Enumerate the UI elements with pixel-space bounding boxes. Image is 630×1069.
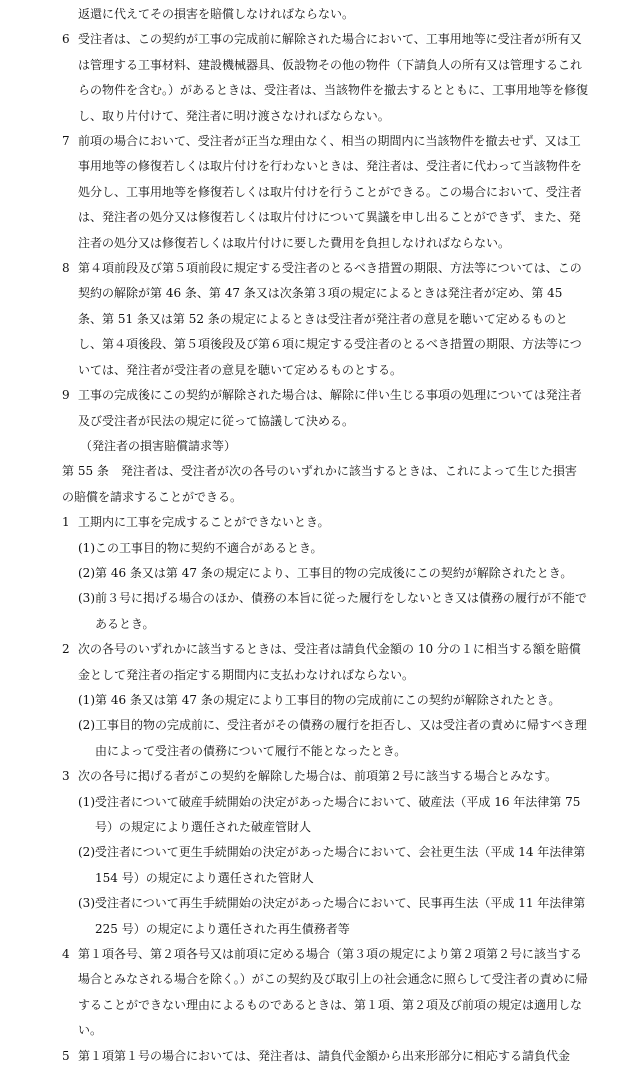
item-number: (3) [78, 896, 95, 911]
paragraph-number: 7 [62, 134, 70, 149]
item-text: 受注者について破産手続開始の決定があった場合において、破産法（平成 16 年法律第 75 号）の規定により選任された破産管財人 [95, 794, 581, 834]
paragraph-number: 8 [62, 261, 70, 276]
continuation-text: 返還に代えてその損害を賠償しなければならない。 [78, 7, 355, 21]
item-number: (2) [78, 565, 95, 580]
paragraph-text: 工事の完成後にこの契約が解除された場合は、解除に伴い生じる事項の処理については発注者及び受注者が民法の規定に従って協議して決める。 [78, 388, 582, 428]
paragraph-number: 9 [62, 388, 70, 403]
paragraph-text: 第４項前段及び第５項前段に規定する受注者のとるべき措置の期限、方法等については、この契約の解除が第 46 条、第 47 条又は次条第３項の規定によるときは発注者が定め、第 45 条、第 51 条又は第 52 条の規定によるときは受注者が発注者の意見を聴いて定めるものとし、第４項後段、第５項後段及び第６項に規定する受注者のとるべき措置の期限、方法等については、発注者が受注者の意見を聴いて定めるものとする。 [78, 261, 582, 377]
paragraph-text: 受注者は、この契約が工事の完成前に解除された場合において、工事用地等に受注者が所有又は管理する工事材料、建設機械器具、仮設物その他の物件（下請負人の所有又は管理するこれらの物件を含む。）があるときは、受注者は、当該物件を撤去するとともに、工事用地等を修復し、取り片付けて、発注者に明け渡さなければならない。 [78, 32, 589, 123]
subsection-number: 2 [62, 642, 70, 657]
item-text: この工事目的物に契約不適合があるとき。 [95, 540, 323, 555]
item-number: (1) [78, 794, 95, 809]
item-text: 第 46 条又は第 47 条の規定により、工事目的物の完成後にこの契約が解除されたとき。 [95, 565, 573, 580]
article-number: 第 55 条 [62, 464, 109, 479]
subsection-1 [0, 510, 630, 535]
subsection-4 [0, 942, 630, 1044]
subsection-text: 第１項第１号の場合においては、発注者は、請負代金額から出来形部分に相応する請負代金 [78, 1048, 571, 1063]
subsection-text: 工期内に工事を完成することができないとき。 [78, 515, 330, 530]
subsection-text: 第１項各号、第２項各号又は前項に定める場合（第３項の規定により第２項第２号に該当する場合とみなされる場合を除く。）がこの契約及び取引上の社会通念に照らして受注者の責めに帰することができない理由によるものであるときは、第１項、第２項及び前項の規定は適用しない。 [78, 947, 588, 1038]
sub3-item-3 [0, 891, 630, 942]
sub2-item-2 [0, 713, 630, 764]
sub1-item-2 [0, 561, 630, 586]
sub3-item-1 [0, 790, 630, 841]
item-number: (1) [78, 692, 95, 707]
subsection-number: 5 [62, 1048, 70, 1063]
subsection-text: 次の各号のいずれかに該当するときは、受注者は請負代金額の 10 分の１に相当する額を賠償金として発注者の指定する期間内に支払わなければならない。 [78, 642, 581, 682]
sub1-item-3 [0, 586, 630, 637]
item-text: 受注者について再生手続開始の決定があった場合において、民事再生法（平成 11 年法律第 225 号）の規定により選任された再生債務者等 [95, 896, 586, 936]
item-number: (2) [78, 718, 95, 733]
paragraph-number: 6 [62, 32, 70, 47]
paragraph-text: 前項の場合において、受注者が正当な理由なく、相当の期間内に当該物件を撤去せず、又は工事用地等の修復若しくは取片付けを行わないときは、発注者は、受注者に代わって当該物件を処分し、工事用地等を修復若しくは取片付けを行うことができる。この場合において、受注者は、発注者の処分又は修復若しくは取片付けについて異議を申し出ることができず、また、発注者の処分又は修復若しくは取片付けに要した費用を負担しなければならない。 [78, 134, 582, 250]
paragraph-8 [0, 256, 630, 383]
paragraph-6 [0, 27, 630, 129]
item-text: 第 46 条又は第 47 条の規定により工事目的物の完成前にこの契約が解除されたとき。 [95, 692, 561, 707]
subsection-number: 4 [62, 947, 70, 962]
item-number: (1) [78, 540, 95, 555]
article-text: 発注者は、受注者が次の各号のいずれかに該当するときは、これによって生じた損害の賠償を請求することができる。 [62, 464, 577, 504]
item-text: 前３号に掲げる場合のほか、債務の本旨に従った履行をしないとき又は債務の履行が不能であるとき。 [95, 591, 588, 631]
subsection-text: 次の各号に掲げる者がこの契約を解除した場合は、前項第２号に該当する場合とみなす。 [78, 769, 558, 784]
article-heading: （発注者の損害賠償請求等） [80, 438, 237, 453]
subsection-5 [0, 1044, 630, 1069]
paragraph-9 [0, 383, 630, 434]
subsection-number: 3 [62, 769, 70, 784]
sub3-item-2 [0, 840, 630, 891]
item-text: 受注者について更生手続開始の決定があった場合において、会社更生法（平成 14 年法律第 154 号）の規定により選任された管財人 [95, 845, 586, 885]
paragraph-7 [0, 129, 630, 256]
item-number: (3) [78, 591, 95, 606]
article-55 [0, 459, 630, 510]
item-number: (2) [78, 845, 95, 860]
sub1-item-1 [0, 536, 630, 561]
item-text: 工事目的物の完成前に、受注者がその債務の履行を拒否し、又は受注者の責めに帰すべき理由によって受注者の債務について履行不能となったとき。 [95, 718, 587, 758]
subsection-2 [0, 637, 630, 688]
subsection-3 [0, 764, 630, 789]
sub2-item-1 [0, 688, 630, 713]
subsection-number: 1 [62, 515, 70, 530]
